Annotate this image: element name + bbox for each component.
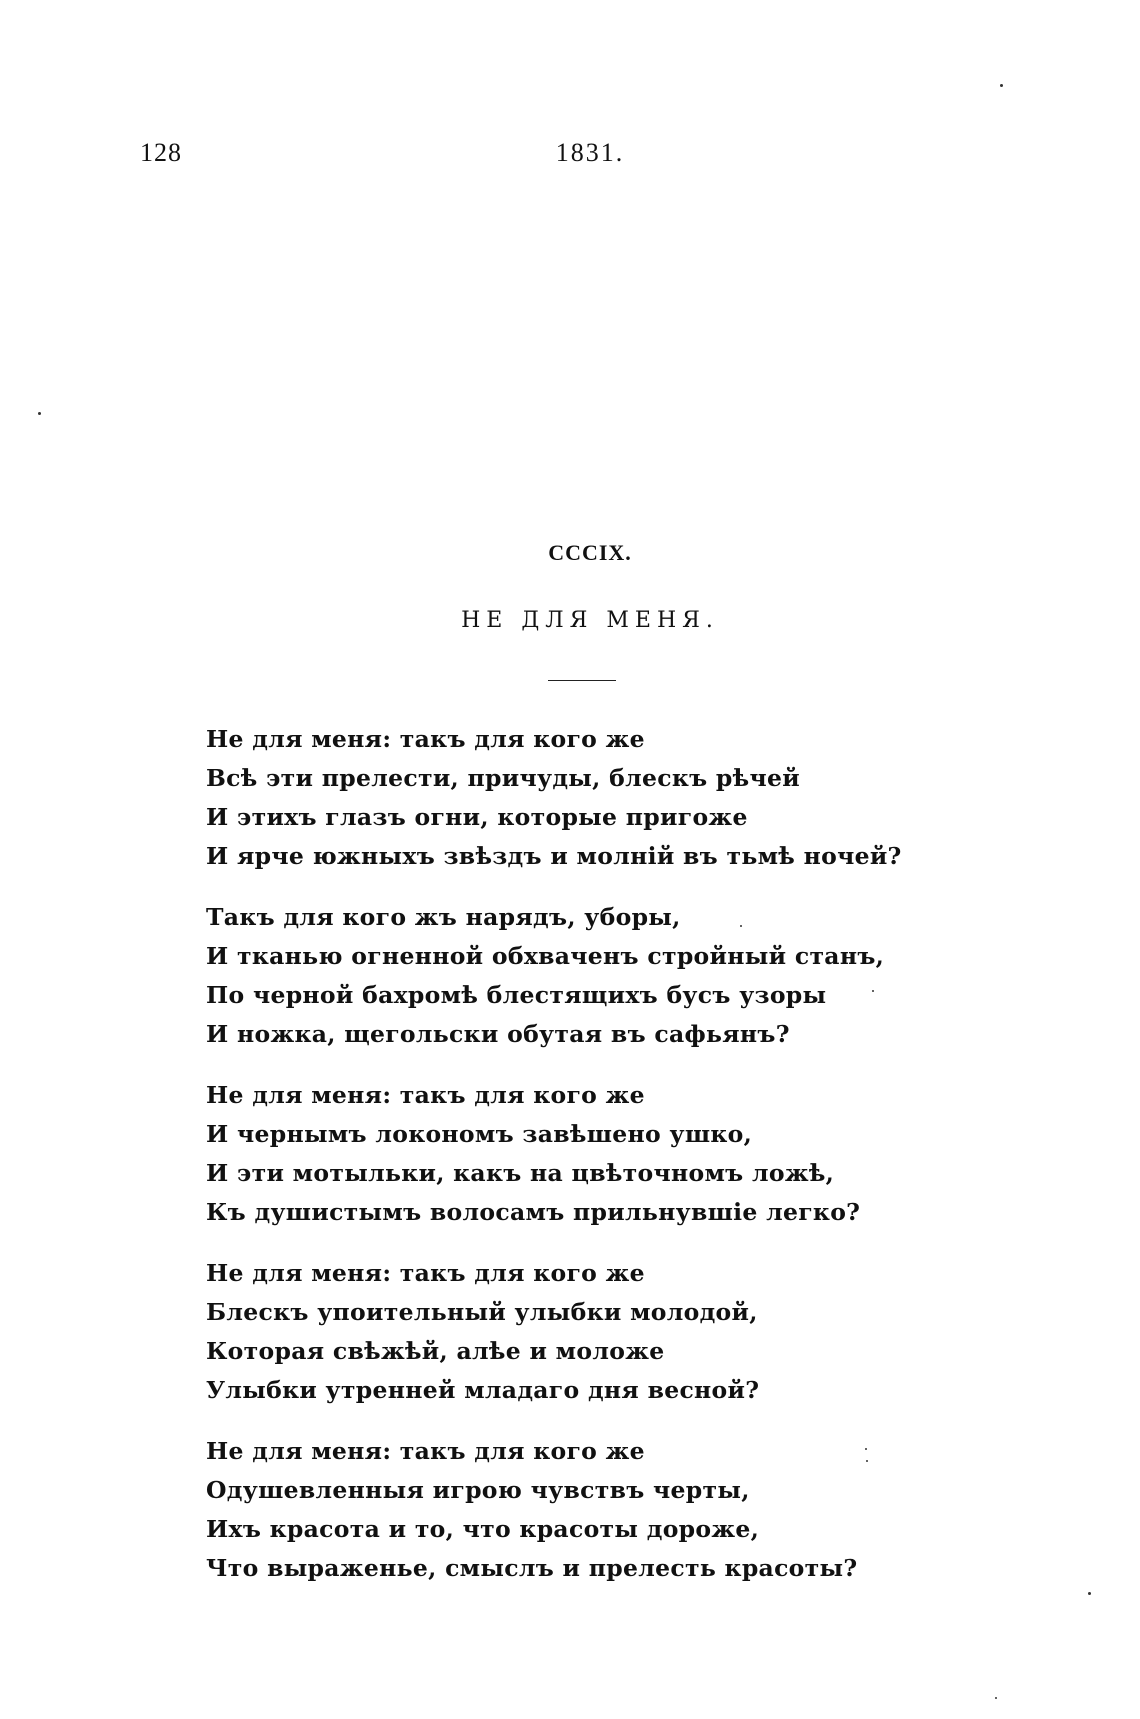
poem-line: И тканью огненной обхваченъ стройный станъ, (206, 942, 885, 970)
poem-title: НЕ ДЛЯ МЕНЯ. (461, 608, 719, 633)
poem-body (206, 720, 966, 1610)
scan-speck (1000, 84, 1003, 87)
poem-line: Блескъ упоительный улыбки молодой, (206, 1298, 758, 1326)
poem-line: Одушевленныя игрою чувствъ черты, (206, 1476, 750, 1504)
stanza-1 (206, 720, 966, 876)
scan-speck (866, 1460, 868, 1462)
poem-line: Не для меня: такъ для кого же (206, 725, 645, 753)
poem-line: Которая свѣжѣй, алѣе и моложе (206, 1337, 665, 1365)
poem-line: И этихъ глазъ огни, которые пригоже (206, 803, 748, 831)
poem-line: И ножка, щегольски обутая въ сафьянъ? (206, 1020, 790, 1048)
page-number: 128 (140, 138, 182, 167)
poem-line: Не для меня: такъ для кого же (206, 1437, 645, 1465)
poem-line: Улыбки утренней младаго дня весной? (206, 1376, 760, 1404)
stanza-4 (206, 1254, 966, 1410)
poem-line: Не для меня: такъ для кого же (206, 1259, 645, 1287)
poem-line: Что выраженье, смыслъ и прелесть красоты? (206, 1554, 858, 1582)
poem-line: Такъ для кого жъ нарядъ, уборы, (206, 903, 681, 931)
poem-number: CCCIX. (548, 540, 632, 565)
poem-line: Не для меня: такъ для кого же (206, 1081, 645, 1109)
scan-speck (865, 1448, 867, 1450)
running-head-year: 1831. (555, 138, 625, 167)
scan-speck (740, 925, 742, 927)
stanza-5 (206, 1432, 966, 1588)
scan-speck (995, 1697, 997, 1699)
scan-speck (38, 412, 41, 415)
poem-line: Къ душистымъ волосамъ прильнувшіе легко? (206, 1198, 861, 1226)
poem-line: И ярче южныхъ звѣздъ и молній въ тьмѣ ночей? (206, 842, 902, 870)
scan-speck (872, 990, 874, 992)
poem-line: Ихъ красота и то, что красоты дороже, (206, 1515, 760, 1543)
poem-line: По черной бахромѣ блестящихъ бусъ узоры (206, 981, 827, 1009)
title-divider-rule (548, 680, 616, 681)
poem-line: И эти мотыльки, какъ на цвѣточномъ ложѣ, (206, 1159, 835, 1187)
stanza-2 (206, 898, 966, 1054)
stanza-3 (206, 1076, 966, 1232)
scan-speck (1088, 1592, 1091, 1595)
poem-line: И чернымъ локономъ завѣшено ушко, (206, 1120, 753, 1148)
poem-line: Всѣ эти прелести, причуды, блескъ рѣчей (206, 764, 800, 792)
